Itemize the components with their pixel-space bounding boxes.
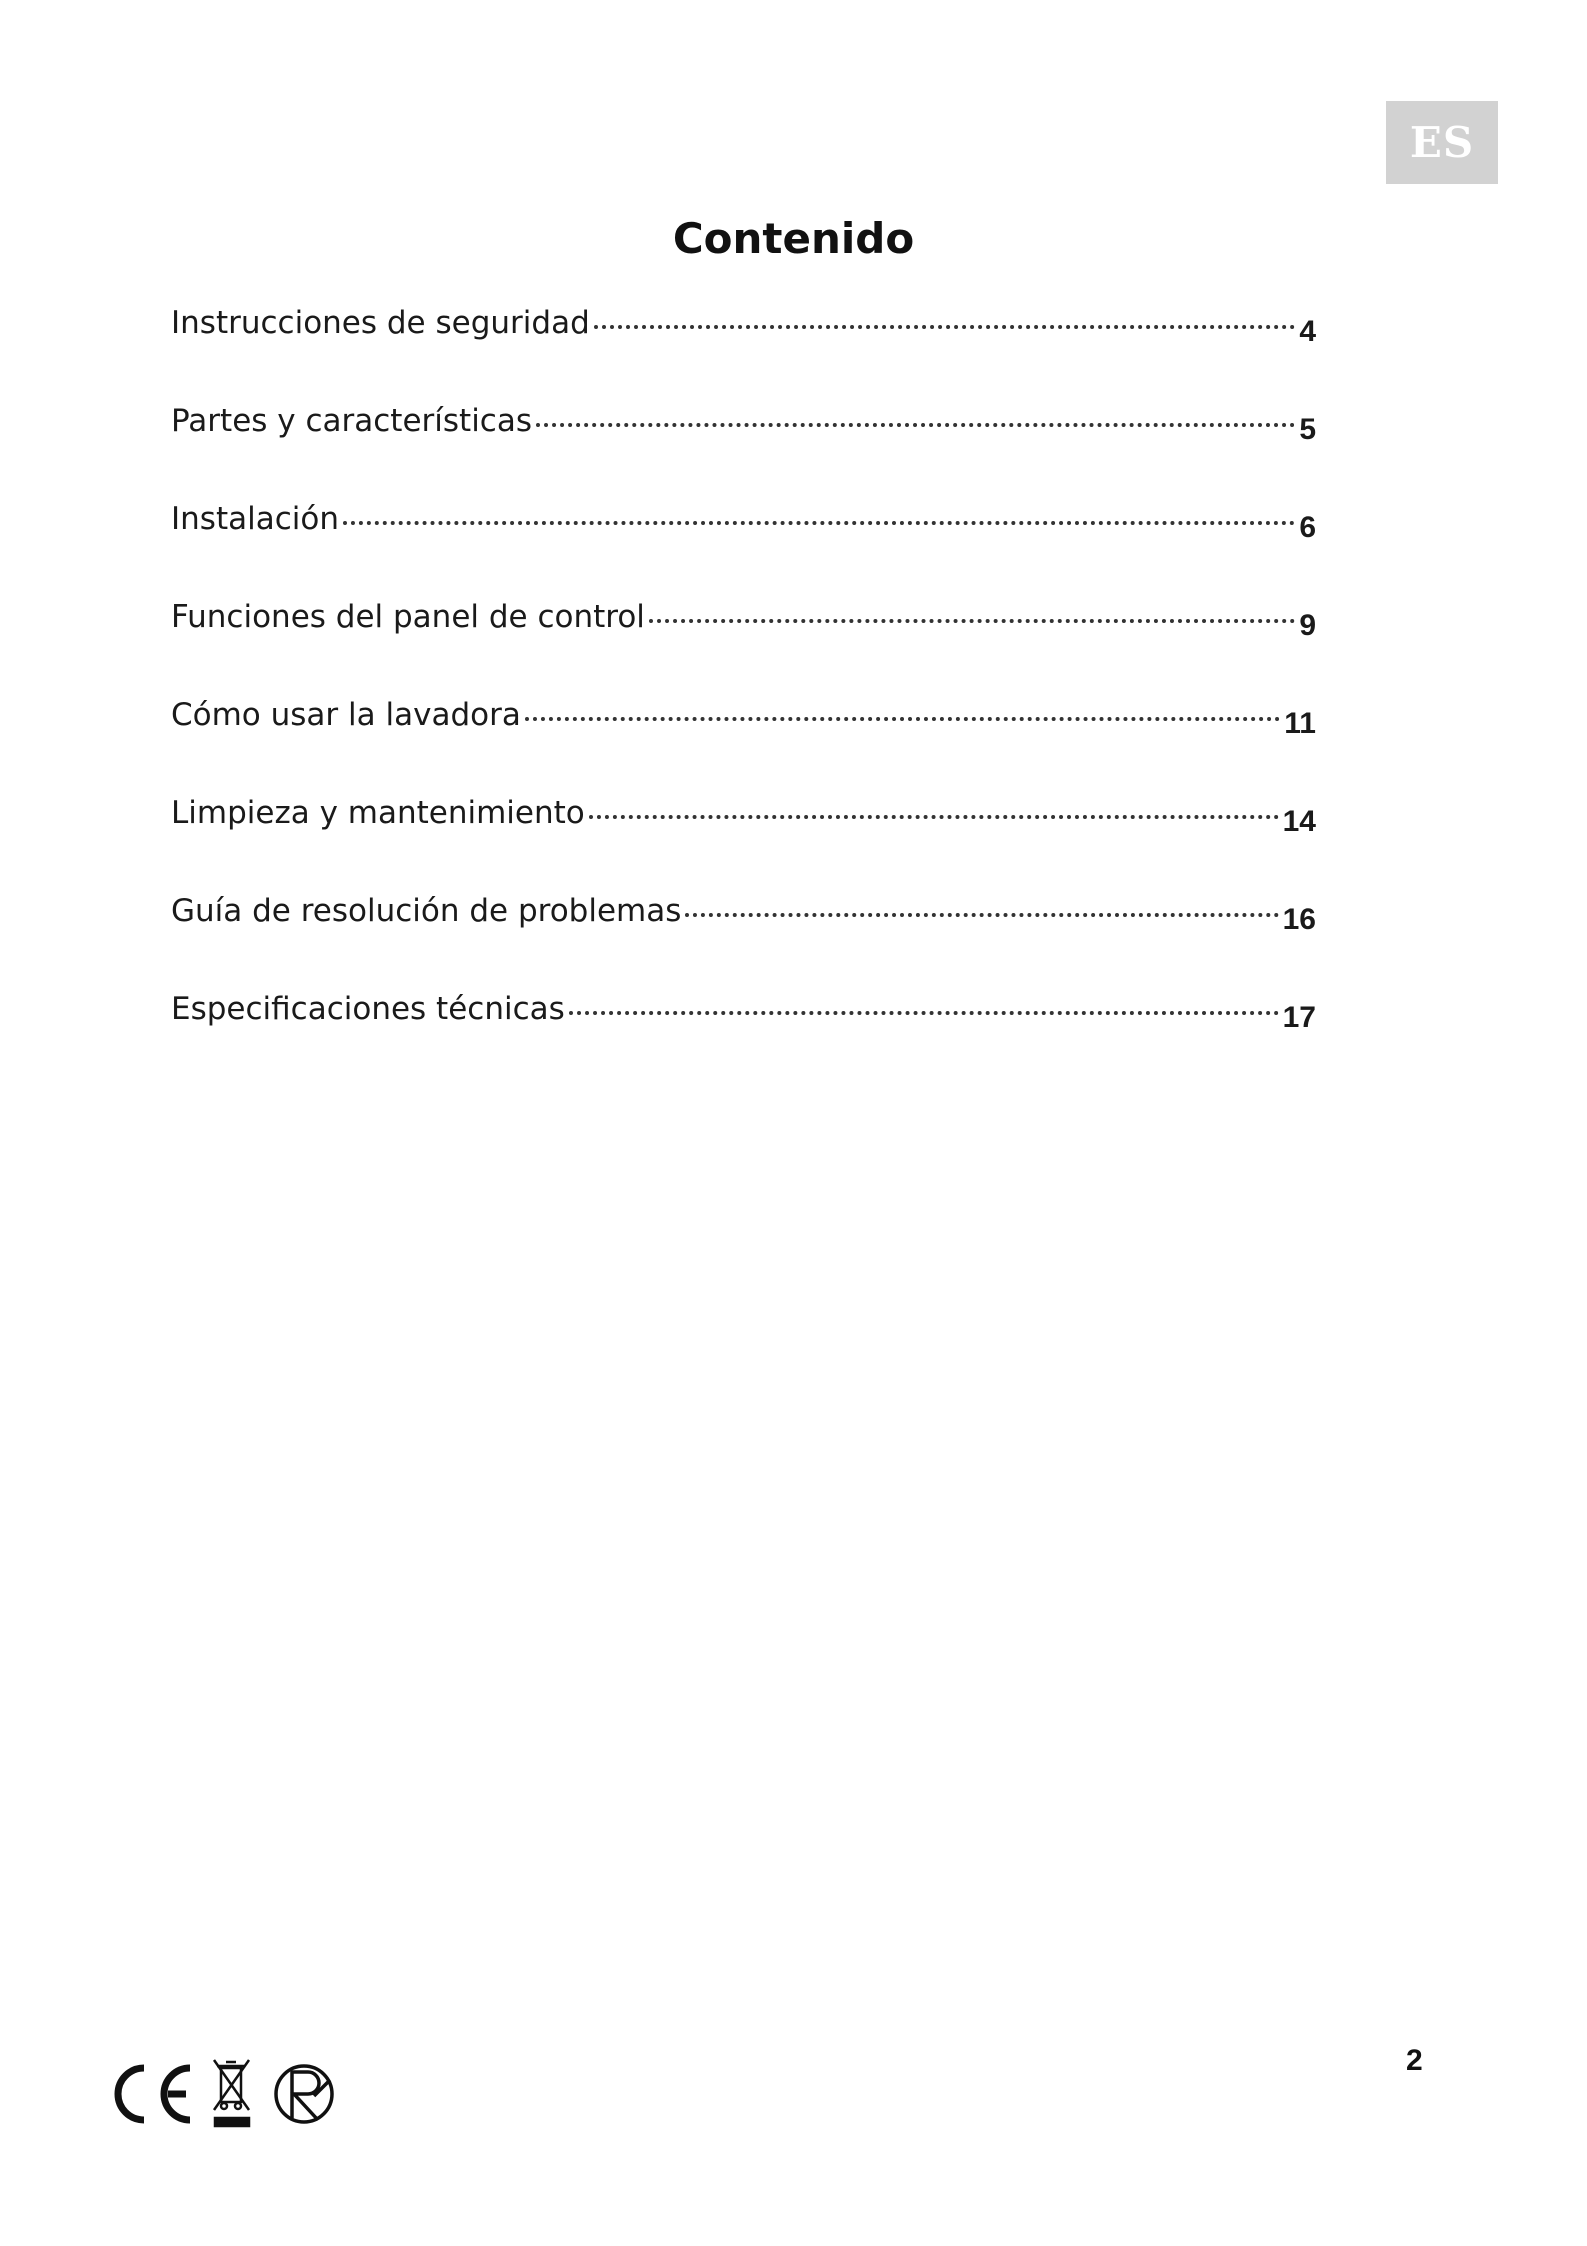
weee-crossed-bin-icon	[214, 2060, 249, 2126]
page-number: 2	[1406, 2044, 1423, 2077]
toc-entry-label: Instalación	[171, 501, 339, 537]
toc-leader-dots	[589, 815, 1279, 819]
ce-mark-icon	[118, 2068, 190, 2120]
toc-entry[interactable]	[171, 795, 1316, 893]
toc-leader-dots	[649, 619, 1295, 623]
toc-leader-dots	[525, 717, 1280, 721]
toc-entry-label: Instrucciones de seguridad	[171, 305, 590, 341]
toc-leader-dots	[536, 423, 1295, 427]
toc-entry[interactable]	[171, 501, 1316, 599]
toc-entry-label: Guía de resolución de problemas	[171, 893, 682, 929]
toc-entry-label: Limpieza y mantenimiento	[171, 795, 585, 831]
toc-entry-label: Cómo usar la lavadora	[171, 697, 521, 733]
rohs-r-icon	[276, 2066, 332, 2122]
toc-entry[interactable]	[171, 697, 1316, 795]
language-badge-label: ES	[1409, 118, 1475, 167]
toc-leader-dots	[594, 325, 1296, 329]
toc-entry[interactable]	[171, 305, 1316, 403]
toc-leader-dots	[569, 1011, 1279, 1015]
certification-marks	[104, 2050, 354, 2142]
toc-entry-page: 16	[1282, 903, 1316, 936]
language-badge	[1386, 101, 1498, 184]
toc-entry-label: Partes y características	[171, 403, 532, 439]
toc-leader-dots	[343, 521, 1295, 525]
table-of-contents	[171, 305, 1316, 1089]
toc-entry[interactable]	[171, 991, 1316, 1089]
toc-entry-label: Especificaciones técnicas	[171, 991, 565, 1027]
toc-entry[interactable]	[171, 599, 1316, 697]
page-title: Contenido	[672, 214, 915, 263]
toc-leader-dots	[685, 913, 1278, 917]
toc-entry-page: 9	[1299, 609, 1316, 642]
toc-entry-page: 4	[1299, 315, 1316, 348]
toc-entry[interactable]	[171, 893, 1316, 991]
toc-entry-page: 5	[1299, 413, 1316, 446]
toc-entry[interactable]	[171, 403, 1316, 501]
toc-entry-page: 17	[1282, 1001, 1316, 1034]
toc-entry-page: 6	[1299, 511, 1316, 544]
toc-entry-page: 14	[1282, 805, 1316, 838]
toc-entry-page: 11	[1284, 707, 1316, 740]
toc-entry-label: Funciones del panel de control	[171, 599, 645, 635]
